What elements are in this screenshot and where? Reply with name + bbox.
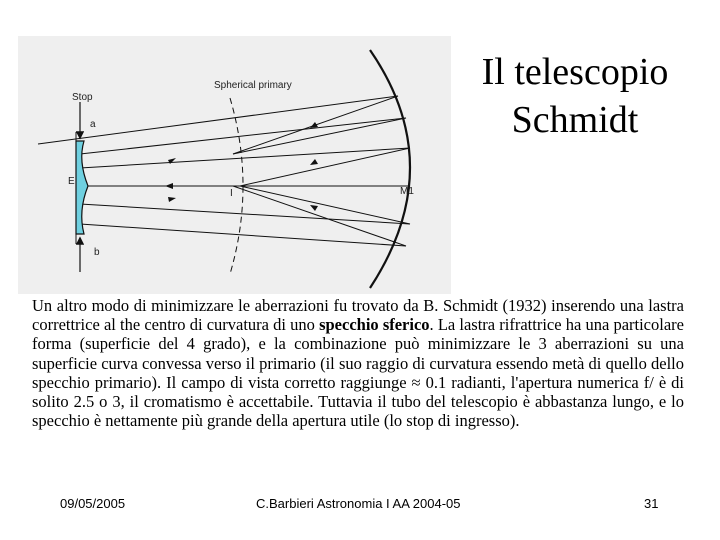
body-bold-term: specchio sferico bbox=[319, 315, 430, 335]
label-stop: Stop bbox=[72, 92, 93, 103]
body-text-after: . La lastra rifrattrice ha una particolare forma (superficie del 4 grado), e la combinazione può minimizzare le 3 aberrazioni su una superficie curva convessa verso il primario (il suo raggio di curvatura essendo metà di quello dello specchio primario). Il campo di vista corretto raggiunge ≈ 0.1 radianti, l'apertura numerica f/ è di solito 2.5 o 3, il cromatismo è accettabile. Tuttavia il tubo del telescopio è abbastanza lungo, e lo specchio è nettamente più grande della apertura utile (lo stop di ingresso). bbox=[32, 315, 684, 431]
label-e: E bbox=[68, 176, 75, 187]
schmidt-diagram bbox=[18, 36, 451, 294]
label-b: b bbox=[94, 247, 100, 258]
corrector-plate bbox=[76, 141, 88, 234]
title-line-1: Il telescopio bbox=[481, 51, 669, 93]
label-i: I bbox=[230, 188, 233, 199]
slide-title bbox=[455, 48, 695, 144]
primary-mirror bbox=[370, 50, 410, 288]
body-paragraph bbox=[32, 296, 684, 430]
footer-page-number: 31 bbox=[644, 496, 659, 511]
label-spherical-primary: Spherical primary bbox=[214, 80, 292, 91]
title-line-2: Schmidt bbox=[511, 99, 639, 141]
footer-date: 09/05/2005 bbox=[60, 496, 126, 511]
footer-credit: C.Barbieri Astronomia I AA 2004-05 bbox=[256, 496, 461, 511]
body-text-before: Un altro modo di minimizzare le aberrazioni fu trovato da B. Schmidt (1932) inserendo una lastra correttrice al the centro di curvatura di uno bbox=[32, 296, 684, 335]
label-a: a bbox=[90, 119, 96, 130]
label-m1: M1 bbox=[400, 186, 414, 197]
